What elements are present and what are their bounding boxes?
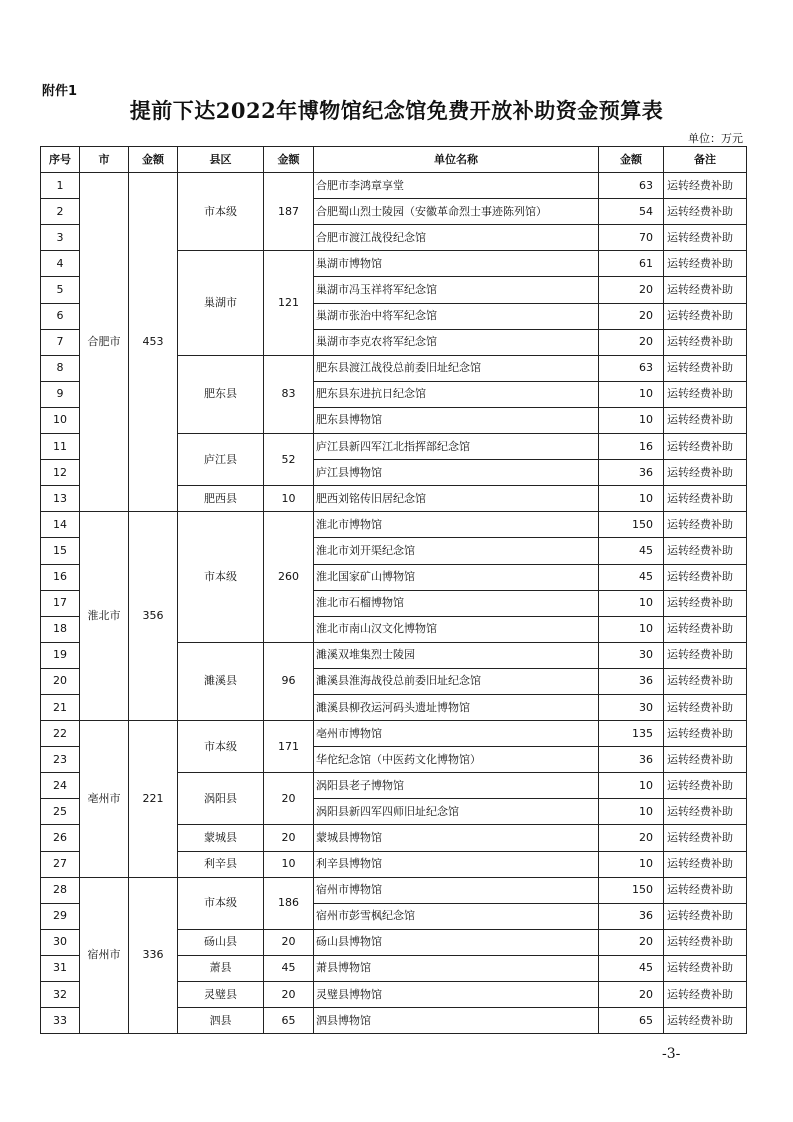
unit-amount: 36 <box>599 903 664 929</box>
row-number: 29 <box>41 903 80 929</box>
note: 运转经费补助 <box>664 982 747 1008</box>
row-number: 14 <box>41 512 80 538</box>
row-number: 8 <box>41 355 80 381</box>
col-header-unit-name: 单位名称 <box>314 147 599 173</box>
county-name: 肥东县 <box>178 355 264 433</box>
unit-name: 淮北国家矿山博物馆 <box>314 564 599 590</box>
note: 运转经费补助 <box>664 225 747 251</box>
unit-amount: 135 <box>599 721 664 747</box>
county-name: 利辛县 <box>178 851 264 877</box>
row-number: 3 <box>41 225 80 251</box>
unit-name: 巢湖市张治中将军纪念馆 <box>314 303 599 329</box>
row-number: 12 <box>41 460 80 486</box>
note: 运转经费补助 <box>664 564 747 590</box>
row-number: 20 <box>41 668 80 694</box>
county-name: 巢湖市 <box>178 251 264 355</box>
row-number: 26 <box>41 825 80 851</box>
col-header-county: 县区 <box>178 147 264 173</box>
unit-amount: 65 <box>599 1008 664 1034</box>
unit-amount: 10 <box>599 773 664 799</box>
note: 运转经费补助 <box>664 329 747 355</box>
row-number: 13 <box>41 486 80 512</box>
unit-name: 肥东县渡江战役总前委旧址纪念馆 <box>314 355 599 381</box>
county-amount: 171 <box>264 721 314 773</box>
unit-amount: 20 <box>599 303 664 329</box>
row-number: 32 <box>41 982 80 1008</box>
table-row <box>41 173 747 199</box>
unit-amount: 54 <box>599 199 664 225</box>
table-header-row <box>41 147 747 173</box>
city-amount: 336 <box>129 877 178 1034</box>
county-amount: 186 <box>264 877 314 929</box>
unit-name: 灵璧县博物馆 <box>314 982 599 1008</box>
unit-amount: 10 <box>599 851 664 877</box>
unit-name: 淮北市石榴博物馆 <box>314 590 599 616</box>
unit-name: 淮北市南山汉文化博物馆 <box>314 616 599 642</box>
note: 运转经费补助 <box>664 642 747 668</box>
county-amount: 20 <box>264 982 314 1008</box>
unit-name: 肥东县东进抗日纪念馆 <box>314 381 599 407</box>
city-amount: 356 <box>129 512 178 721</box>
unit-name: 砀山县博物馆 <box>314 929 599 955</box>
unit-name: 庐江县博物馆 <box>314 460 599 486</box>
county-amount: 96 <box>264 642 314 720</box>
unit-name: 萧县博物馆 <box>314 955 599 981</box>
table-row <box>41 877 747 903</box>
unit-name: 合肥蜀山烈士陵园（安徽革命烈士事迹陈列馆） <box>314 199 599 225</box>
unit-amount: 20 <box>599 277 664 303</box>
unit-amount: 30 <box>599 642 664 668</box>
unit-name: 华佗纪念馆（中医药文化博物馆） <box>314 747 599 773</box>
county-amount: 20 <box>264 929 314 955</box>
unit-name: 濉溪县淮海战役总前委旧址纪念馆 <box>314 668 599 694</box>
unit-name: 涡阳县新四军四师旧址纪念馆 <box>314 799 599 825</box>
col-header-city-amount: 金额 <box>129 147 178 173</box>
note: 运转经费补助 <box>664 903 747 929</box>
row-number: 28 <box>41 877 80 903</box>
unit-amount: 36 <box>599 460 664 486</box>
county-name: 市本级 <box>178 512 264 642</box>
county-amount: 260 <box>264 512 314 642</box>
county-name: 市本级 <box>178 173 264 251</box>
note: 运转经费补助 <box>664 407 747 433</box>
row-number: 19 <box>41 642 80 668</box>
county-name: 砀山县 <box>178 929 264 955</box>
unit-name: 宿州市彭雪枫纪念馆 <box>314 903 599 929</box>
unit-name: 淮北市博物馆 <box>314 512 599 538</box>
unit-name: 巢湖市李克农将军纪念馆 <box>314 329 599 355</box>
col-header-county-amount: 金额 <box>264 147 314 173</box>
county-amount: 121 <box>264 251 314 355</box>
unit-amount: 20 <box>599 825 664 851</box>
unit-name: 合肥市渡江战役纪念馆 <box>314 225 599 251</box>
unit-amount: 20 <box>599 929 664 955</box>
unit-name: 巢湖市冯玉祥将军纪念馆 <box>314 277 599 303</box>
note: 运转经费补助 <box>664 460 747 486</box>
note: 运转经费补助 <box>664 668 747 694</box>
col-header-unit-amount: 金额 <box>599 147 664 173</box>
note: 运转经费补助 <box>664 694 747 720</box>
unit-amount: 20 <box>599 329 664 355</box>
unit-amount: 10 <box>599 616 664 642</box>
note: 运转经费补助 <box>664 747 747 773</box>
county-amount: 83 <box>264 355 314 433</box>
note: 运转经费补助 <box>664 277 747 303</box>
note: 运转经费补助 <box>664 1008 747 1034</box>
row-number: 24 <box>41 773 80 799</box>
unit-amount: 10 <box>599 486 664 512</box>
unit-label: 单位：万元 <box>688 132 743 145</box>
row-number: 2 <box>41 199 80 225</box>
unit-name: 宿州市博物馆 <box>314 877 599 903</box>
county-amount: 65 <box>264 1008 314 1034</box>
row-number: 18 <box>41 616 80 642</box>
page-title: 提前下达2022年博物馆纪念馆免费开放补助资金预算表 <box>129 98 664 123</box>
budget-table <box>40 146 747 1034</box>
col-header-no: 序号 <box>41 147 80 173</box>
table-body <box>41 173 747 1034</box>
county-amount: 10 <box>264 486 314 512</box>
row-number: 5 <box>41 277 80 303</box>
county-name: 蒙城县 <box>178 825 264 851</box>
unit-amount: 10 <box>599 407 664 433</box>
col-header-city: 市 <box>80 147 129 173</box>
unit-amount: 45 <box>599 538 664 564</box>
row-number: 22 <box>41 721 80 747</box>
unit-amount: 63 <box>599 355 664 381</box>
note: 运转经费补助 <box>664 955 747 981</box>
note: 运转经费补助 <box>664 355 747 381</box>
note: 运转经费补助 <box>664 303 747 329</box>
note: 运转经费补助 <box>664 773 747 799</box>
note: 运转经费补助 <box>664 199 747 225</box>
note: 运转经费补助 <box>664 851 747 877</box>
unit-name: 亳州市博物馆 <box>314 721 599 747</box>
row-number: 7 <box>41 329 80 355</box>
row-number: 6 <box>41 303 80 329</box>
unit-amount: 150 <box>599 877 664 903</box>
row-number: 16 <box>41 564 80 590</box>
note: 运转经费补助 <box>664 929 747 955</box>
note: 运转经费补助 <box>664 616 747 642</box>
unit-name: 濉溪双堆集烈士陵园 <box>314 642 599 668</box>
row-number: 30 <box>41 929 80 955</box>
unit-name: 泗县博物馆 <box>314 1008 599 1034</box>
county-name: 市本级 <box>178 877 264 929</box>
city-name: 淮北市 <box>80 512 129 721</box>
unit-amount: 150 <box>599 512 664 538</box>
row-number: 27 <box>41 851 80 877</box>
county-name: 濉溪县 <box>178 642 264 720</box>
unit-name: 利辛县博物馆 <box>314 851 599 877</box>
row-number: 11 <box>41 434 80 460</box>
unit-name: 庐江县新四军江北指挥部纪念馆 <box>314 434 599 460</box>
unit-amount: 36 <box>599 747 664 773</box>
county-name: 萧县 <box>178 955 264 981</box>
table-row <box>41 512 747 538</box>
row-number: 31 <box>41 955 80 981</box>
unit-amount: 70 <box>599 225 664 251</box>
city-amount: 453 <box>129 173 178 512</box>
row-number: 10 <box>41 407 80 433</box>
county-amount: 20 <box>264 825 314 851</box>
county-name: 庐江县 <box>178 434 264 486</box>
unit-name: 濉溪县柳孜运河码头遗址博物馆 <box>314 694 599 720</box>
unit-amount: 20 <box>599 982 664 1008</box>
unit-name: 淮北市刘开渠纪念馆 <box>314 538 599 564</box>
row-number: 23 <box>41 747 80 773</box>
row-number: 21 <box>41 694 80 720</box>
unit-name: 涡阳县老子博物馆 <box>314 773 599 799</box>
county-amount: 10 <box>264 851 314 877</box>
county-amount: 20 <box>264 773 314 825</box>
table-row <box>41 721 747 747</box>
note: 运转经费补助 <box>664 877 747 903</box>
note: 运转经费补助 <box>664 381 747 407</box>
unit-amount: 61 <box>599 251 664 277</box>
note: 运转经费补助 <box>664 825 747 851</box>
unit-amount: 30 <box>599 694 664 720</box>
col-header-note: 备注 <box>664 147 747 173</box>
unit-name: 肥东县博物馆 <box>314 407 599 433</box>
city-amount: 221 <box>129 721 178 878</box>
row-number: 4 <box>41 251 80 277</box>
county-name: 市本级 <box>178 721 264 773</box>
city-name: 亳州市 <box>80 721 129 878</box>
note: 运转经费补助 <box>664 538 747 564</box>
unit-amount: 10 <box>599 590 664 616</box>
unit-amount: 45 <box>599 564 664 590</box>
county-amount: 45 <box>264 955 314 981</box>
unit-amount: 36 <box>599 668 664 694</box>
unit-amount: 16 <box>599 434 664 460</box>
city-name: 合肥市 <box>80 173 129 512</box>
county-amount: 187 <box>264 173 314 251</box>
note: 运转经费补助 <box>664 486 747 512</box>
row-number: 15 <box>41 538 80 564</box>
page-number: -3- <box>662 1046 681 1062</box>
unit-amount: 10 <box>599 799 664 825</box>
note: 运转经费补助 <box>664 512 747 538</box>
note: 运转经费补助 <box>664 173 747 199</box>
unit-amount: 10 <box>599 381 664 407</box>
unit-name: 合肥市李鸿章享堂 <box>314 173 599 199</box>
county-name: 灵璧县 <box>178 982 264 1008</box>
row-number: 25 <box>41 799 80 825</box>
unit-name: 蒙城县博物馆 <box>314 825 599 851</box>
row-number: 33 <box>41 1008 80 1034</box>
unit-amount: 45 <box>599 955 664 981</box>
county-name: 涡阳县 <box>178 773 264 825</box>
row-number: 1 <box>41 173 80 199</box>
county-name: 泗县 <box>178 1008 264 1034</box>
attachment-label: 附件1 <box>42 84 78 99</box>
row-number: 9 <box>41 381 80 407</box>
county-amount: 52 <box>264 434 314 486</box>
note: 运转经费补助 <box>664 721 747 747</box>
unit-name: 肥西刘铭传旧居纪念馆 <box>314 486 599 512</box>
note: 运转经费补助 <box>664 799 747 825</box>
note: 运转经费补助 <box>664 251 747 277</box>
city-name: 宿州市 <box>80 877 129 1034</box>
county-name: 肥西县 <box>178 486 264 512</box>
note: 运转经费补助 <box>664 590 747 616</box>
unit-name: 巢湖市博物馆 <box>314 251 599 277</box>
note: 运转经费补助 <box>664 434 747 460</box>
row-number: 17 <box>41 590 80 616</box>
unit-amount: 63 <box>599 173 664 199</box>
